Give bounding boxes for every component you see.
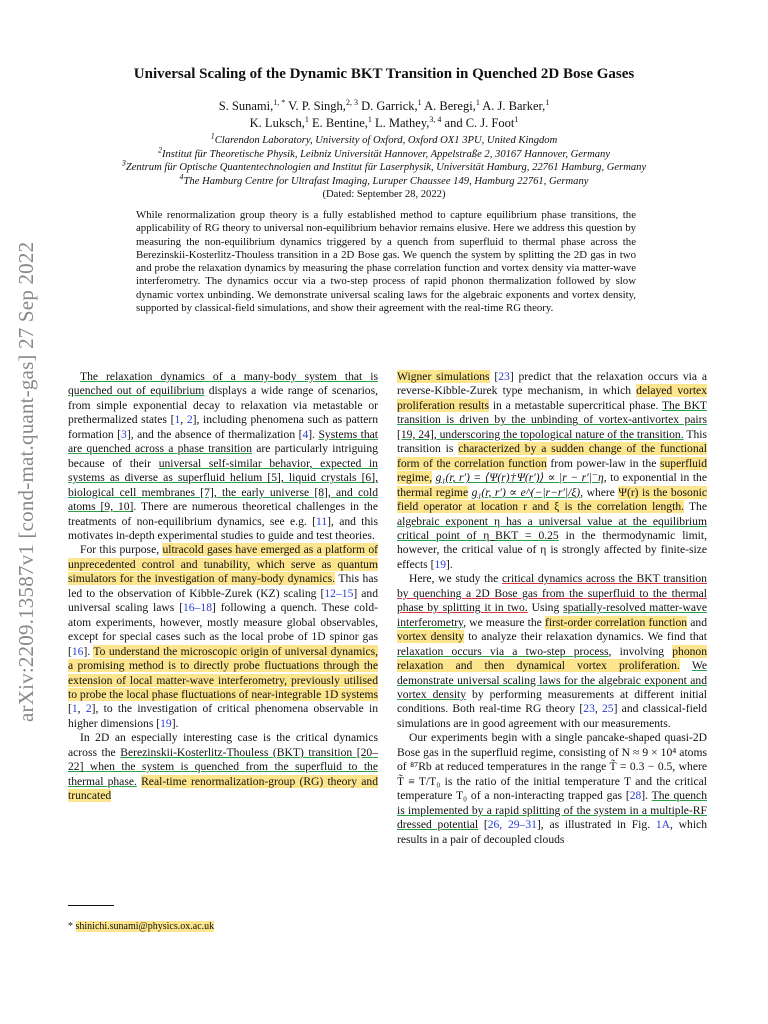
text: , we measure the xyxy=(463,615,545,629)
citation-link[interactable]: 11 xyxy=(315,514,328,528)
citation-link[interactable]: 1 xyxy=(71,702,78,716)
citation-link[interactable]: 16–18 xyxy=(183,601,212,615)
underlined-text: spatially-resolved matter-wave interferometry xyxy=(397,601,708,629)
text: by performing measurements at different initial conditions. Both real-time RG theory [ xyxy=(397,687,708,716)
paragraph xyxy=(397,370,707,572)
author-name: S. Sunami, xyxy=(218,99,274,113)
text: Here, we study the xyxy=(409,572,502,586)
underlined-text: Berezinskii-Kosterlitz-Thouless (BKT) transition [20–22] when the system is quenched from the superfluid to the thermal phase. xyxy=(68,745,378,788)
text: . There are numerous theoretical challenges in the treatments of non-equilibrium dynamics, see e.g. [ xyxy=(68,500,378,528)
text: ], including phenomena such as pattern formation [ xyxy=(68,413,378,441)
author-name: V. P. Singh, xyxy=(288,99,346,113)
text: , to exponential in the xyxy=(603,471,707,485)
affiliation-mark: 3 xyxy=(121,158,126,168)
footnote-rule xyxy=(68,905,114,906)
author-line-1 xyxy=(130,98,638,115)
affiliation-mark: 2 xyxy=(157,144,162,154)
text: [ xyxy=(478,818,488,832)
highlighted-text: delayed vortex proliferation results xyxy=(397,384,707,412)
affiliation-text: Institut für Theoretische Physik, Leibniz Universität Hannover, Appelstraße 2, 30167 Hannover, Germany xyxy=(161,148,611,160)
highlighted-text: superfluid regime, xyxy=(397,456,707,485)
affiliation xyxy=(60,158,708,175)
citation-link[interactable]: 1 xyxy=(174,413,181,427)
equation-exponential: g₁(r, r′) ∝ e^(−|r−r′|/ξ) xyxy=(471,485,581,499)
text: in a metastable supercritical phase. xyxy=(489,398,662,412)
footnote xyxy=(68,920,214,933)
text: are particularly intriguing because of their xyxy=(68,442,378,470)
highlighted-text: Real-time renormalization-group (RG) theory and truncated xyxy=(68,774,378,803)
text: This has led to the observation of Kibble-Zurek (KZ) scaling [ xyxy=(68,572,379,600)
text: ], to the investigation of critical phenomena observable in higher dimensions [ xyxy=(68,702,378,730)
underlined-text: universal self-similar behavior, expected in systems as diverse as superfluid helium [5], liquid crystals [6], biological cell membranes [7], the early universe [8], and cold atoms [9, 10] xyxy=(68,456,378,514)
underlined-text: critical dynamics across the BKT transition by quenching a 2D Bose gas from the superfluid to the thermal phase by splitting it in two. xyxy=(397,572,707,615)
underlined-text: algebraic exponent η has a universal value at the equilibrium critical point of η_BKT = 0.25 xyxy=(397,514,707,542)
text: ] and classical-field simulations are in good agreement with our measurements. xyxy=(397,702,708,730)
underlined-text: We demonstrate universal scaling laws for the algebraic exponent and vortex density xyxy=(397,659,707,701)
citation-link[interactable]: 2 xyxy=(186,413,193,427)
author-mark: 2, 3 xyxy=(345,97,358,107)
underlined-text: relaxation occurs via a two-step process xyxy=(397,644,609,658)
paragraph: Here, we study the critical dynamics across the BKT transition by quenching a 2D Bose gas from the superfluid to the thermal phase by splitting it in two. Using spatially-resolved matter-wave interferometry, we measure the first-order correlation function and vortex density to analyze their relaxation dynamics. We find that relaxation occurs via a two-step process, involving phonon relaxation and then dynamical vortex proliferation. We demonstrate universal scaling laws for the algebraic exponent and vortex density by performing measurements at different initial conditions. Both real-time RG theory [23, 25] and classical-field simulations are in good agreement with our measurements. xyxy=(397,572,708,730)
author-mark: 1, * xyxy=(273,97,286,107)
highlighted-text: first-order correlation function xyxy=(544,615,688,629)
author-mark: 1 xyxy=(545,97,550,107)
paragraph: For this purpose, ultracold gases have emerged as a platform of unprecedented control and tunability, which serve as quantum simulators for the investigation of many-body dynamics. This has led to the observation of Kibble-Zurek (KZ) scaling [12–15] and universal scaling laws [16–18] following a quench. These cold-atom experiments, however, mostly measure global observables, except for special cases such as the local probe of 1D spinor gas [16]. To understand the microscopic origin of universal dynamics, a promising method is to directly probe fluctuations through the extension of local matter-wave interferometry, previously utilised to probe the local phase fluctuations of near-integrable 1D systems [1, 2], to the investigation of critical phenomena observable in higher dimensions [19]. xyxy=(68,543,379,730)
text: , involving xyxy=(608,644,673,658)
text: [ xyxy=(489,370,499,383)
citation-link[interactable]: 12–15 xyxy=(324,586,354,600)
text: ] predict that the relaxation occurs via a reverse-Kibble-Zurek type mechanism, in which xyxy=(397,370,707,398)
author-name: L. Mathey, xyxy=(375,116,430,130)
text: ]. xyxy=(641,789,652,803)
equation-powerlaw: g₁(r, r′) = ⟨Ψ(r)†Ψ(r′)⟩ ∝ |r − r′|⁻η xyxy=(435,471,604,485)
arxiv-identifier: arXiv:2209.13587v1 [cond-mat.quant-gas] 27 Sep 2022 xyxy=(14,241,38,722)
citation-link[interactable]: 26, 29–31 xyxy=(487,818,537,832)
author-name: A. Beregi, xyxy=(424,99,476,113)
author-mark: 1 xyxy=(475,97,480,107)
text: ], and this motivates in-depth experimental studies to guide and test theories. xyxy=(68,514,379,542)
author-mark: 1 xyxy=(417,97,422,107)
affiliation-text: Clarendon Laboratory, University of Oxford, Oxford OX1 3PU, United Kingdom xyxy=(214,135,558,146)
affiliation-text: Zentrum für Optische Quantentechnologien and Institut für Laserphysik, Universität Hamburg, 22761 Hamburg, Germany xyxy=(125,162,647,173)
highlighted-text: Ψ(r) is the bosonic field operator at location r and ξ is the correlation length. xyxy=(397,485,707,514)
author-name: D. Garrick, xyxy=(361,99,418,113)
text: ]. xyxy=(83,644,94,658)
citation-link[interactable]: 3 xyxy=(121,427,127,441)
text: The xyxy=(684,500,707,514)
text: Our experiments begin with a single pancake-shaped quasi-2D Bose gas in the superfluid regime, consisting of N ≈ 9 × 10⁴ atoms of ⁸⁷Rb at reduced temperatures in the range T̃ = 0.3 − 0.5, where T̃ ≡ T/T₀ is the ratio of the initial temperature T and the critical temperature T₀ of a non-interacting trapped gas [ xyxy=(397,731,707,803)
author-name: K. Luksch, xyxy=(249,116,305,130)
author-name: E. Bentine, xyxy=(311,116,368,130)
text: , where xyxy=(580,485,619,499)
citation-link[interactable]: 28 xyxy=(629,789,642,803)
citation-link[interactable]: 19 xyxy=(434,557,447,571)
affiliation-mark: 1 xyxy=(210,131,215,141)
text: in the thermodynamic limit, however, the critical value of η is strongly affected by finite-size effects [ xyxy=(397,528,707,571)
author-list xyxy=(130,98,638,132)
highlighted-text: thermal regime xyxy=(397,485,469,499)
underlined-text: The BKT transition is driven by the unbinding of vortex-antivortex pairs [19, 24], underscoring the topological nature of the transition. xyxy=(397,398,707,441)
affiliation xyxy=(60,144,708,162)
text: and xyxy=(687,615,707,629)
text: ] following a quench. These cold-atom experiments, however, mostly measure global observables, except for special cases such as the local probe of 1D spinor gas [ xyxy=(68,601,378,658)
text: displays a wide range of scenarios, from simple exponential decay to relaxation via metastable or prethermalized states [ xyxy=(68,384,379,427)
citation-link[interactable]: 23 xyxy=(583,702,595,716)
highlighted-text: Wigner simulations xyxy=(397,370,490,383)
paper-title: Universal Scaling of the Dynamic BKT Transition in Quenched 2D Bose Gases xyxy=(133,66,635,82)
highlighted-text: ultracold gases have emerged as a platform of unprecedented control and tunability, which serve as quantum simulators for the investigation of many-body dynamics. xyxy=(68,543,378,586)
abstract: While renormalization group theory is a fully established method to capture equilibrium phase transitions, the applicability of RG theory to universal non-equilibrium behavior remains elusive. Here we address this question by measuring the non-equilibrium dynamics triggered by a quench from superfluid to thermal phase across the Berezinskii-Kosterlitz-Thouless transition in a 2D Bose gas. We quench the system by splitting the 2D gas in two and probe the relaxation dynamics by measuring the phase correlation function and vortex density via matter-wave interferometry. The dynamics occur via a two-step process of rapid phonon thermalization followed by slow dynamic vortex unbinding. We demonstrate universal scaling laws for the algebraic exponents and vortex density, supported by classical-field simulations, and show their agreement with the real-time RG theory. xyxy=(136,209,636,315)
date-line: (Dated: September 28, 2022) xyxy=(322,189,446,200)
highlighted-text: To understand the microscopic origin of universal dynamics, a promising method is to directly probe fluctuations through the extension of local matter-wave interferometry, previously utilised to probe the local phase fluctuations of near-integrable 1D systems xyxy=(68,644,379,701)
citation-link[interactable]: 23 xyxy=(498,370,510,383)
text: to analyze their relaxation dynamics. We find that xyxy=(464,630,707,644)
corresponding-email-link[interactable]: shinichi.sunami@physics.ox.ac.uk xyxy=(75,921,215,932)
affiliation-mark: 4 xyxy=(179,171,184,181)
author-mark: 3, 4 xyxy=(429,114,442,124)
author-mark: 1 xyxy=(367,114,372,124)
text: In 2D an especially interesting case is the critical dynamics across the xyxy=(68,731,378,759)
highlighted-text: phonon relaxation and then dynamical vortex proliferation. xyxy=(397,644,707,673)
author-name: and C. J. Foot xyxy=(444,116,515,130)
text: For this purpose, xyxy=(80,543,163,557)
underlined-text: The quench is implemented by a rapid splitting of the system in a multiple-RF dressed potential xyxy=(397,789,707,832)
citation-link[interactable]: 1A xyxy=(655,818,671,832)
text: Using xyxy=(527,601,564,615)
text: ]. xyxy=(446,557,453,571)
highlighted-text: vortex density xyxy=(397,630,465,644)
text: ], and the absence of thermalization [ xyxy=(126,427,303,441)
citation-link[interactable]: 2 xyxy=(85,702,92,716)
underlined-text: Systems that are quenched across a phase transition xyxy=(68,427,378,456)
author-mark: 1 xyxy=(304,114,309,124)
text xyxy=(680,659,692,672)
affiliation xyxy=(60,171,708,189)
body-column-left xyxy=(68,370,378,804)
citation-link[interactable]: 19 xyxy=(160,716,172,730)
text: This transition is xyxy=(397,427,707,456)
affiliation-list xyxy=(60,131,708,202)
text: ]. xyxy=(171,716,179,730)
citation-link[interactable]: 4 xyxy=(302,427,309,441)
footnote-mark: * xyxy=(68,921,73,932)
author-name: A. J. Barker, xyxy=(482,99,546,113)
text: [ xyxy=(68,702,72,716)
author-line-2 xyxy=(130,115,638,132)
underlined-text: The relaxation dynamics of a many-body system that is quenched out of equilibrium xyxy=(68,370,378,398)
body-column-right xyxy=(397,370,707,847)
paragraph xyxy=(397,731,707,847)
paragraph: The relaxation dynamics of a many-body system that is quenched out of equilibrium displays a wide range of scenarios, from simple exponential decay to relaxation via metastable or prethermalized states [1, 2], including phenomena such as pattern formation [3], and the absence of thermalization [4]. Systems that are quenched across a phase transition are particularly intriguing because of their universal self-similar behavior, expected in systems as diverse as superfluid helium [5], liquid crystals [6], biological cell membranes [7], the early universe [8], and cold atoms [9, 10]. There are numerous theoretical challenges in the treatments of non-equilibrium dynamics, see e.g. [11], and this motivates in-depth experimental studies to guide and test theories. xyxy=(68,370,379,542)
citation-link[interactable]: 16 xyxy=(71,644,84,658)
text: ], as illustrated in Fig. xyxy=(536,818,656,832)
text: , which results in a pair of decoupled clouds xyxy=(397,818,707,846)
citation-link[interactable]: 25 xyxy=(602,702,614,716)
text: ] and universal scaling laws [ xyxy=(68,586,378,615)
paragraph xyxy=(68,731,378,803)
affiliation-text: The Hamburg Centre for Ultrafast Imaging, Luruper Chaussee 149, Hamburg 22761, Germany xyxy=(183,175,589,187)
highlighted-text: characterized by a sudden change of the functional form of the correlation function xyxy=(397,442,707,470)
author-mark: 1 xyxy=(514,114,519,124)
text: from power-law in the xyxy=(546,456,660,470)
text: ]. xyxy=(308,427,319,441)
